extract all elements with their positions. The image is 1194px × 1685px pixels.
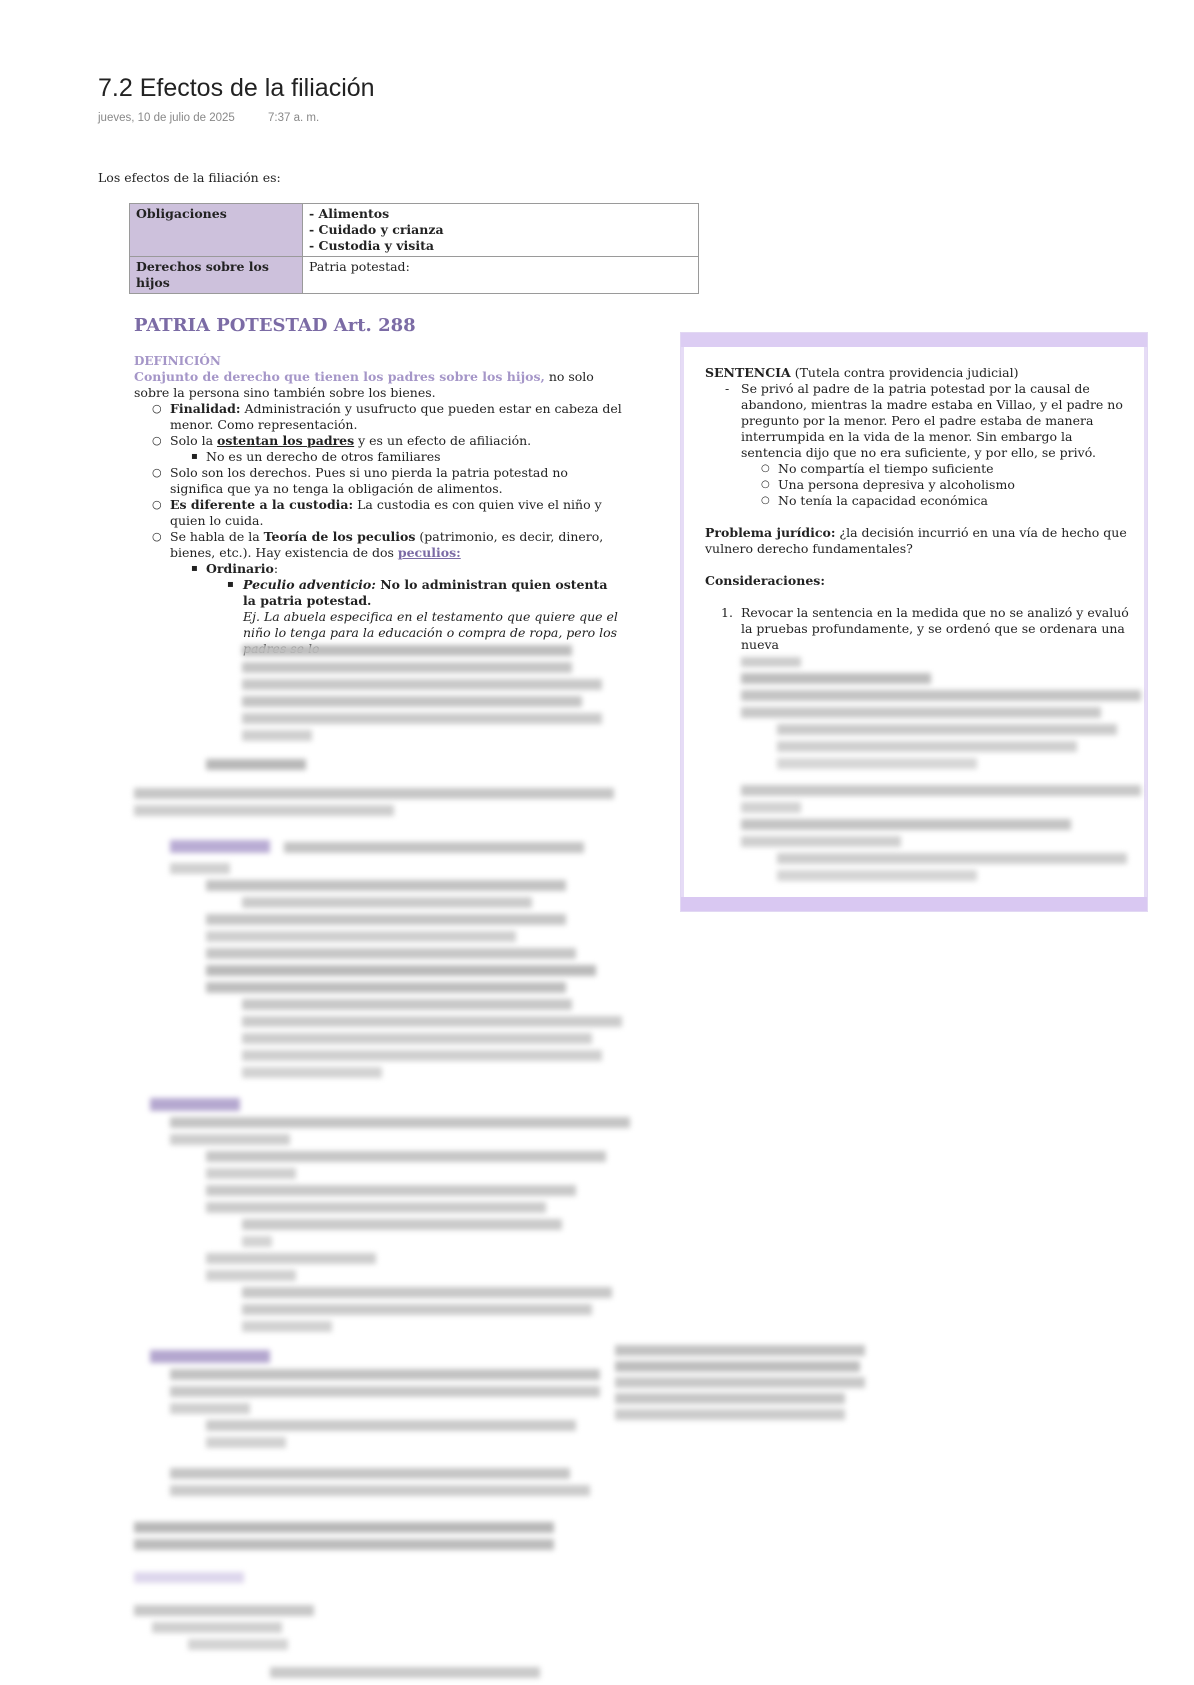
table-list-item: - Alimentos — [309, 206, 390, 221]
list-item-text: Se privó al padre de la patria potestad por la causal de abandono, mientras la madre estaba en Villao, y el padre no pregunto por la menor. Pero el padre estaba de manera interrumpida en la vida de la menor. Sin embargo la sentencia dijo que no era suficiente, y por ello, se privó. — [741, 381, 1123, 460]
card-top-bar — [681, 333, 1147, 347]
list-item-text: Se habla de la — [170, 529, 264, 544]
page-date: jueves, 10 de julio de 2025 — [98, 112, 235, 124]
list-item-text: y es un efecto de afiliación. — [354, 433, 532, 448]
square-bullet-icon: ▪ — [191, 563, 198, 574]
list-item-text: : — [273, 561, 279, 576]
bullet-icon: ○ — [761, 495, 770, 506]
dash-icon: - — [725, 381, 730, 396]
list-item-text: La custodia es con quien vive el niño y quien lo cuida. — [170, 497, 602, 528]
example-text: Ej. La abuela especifica en el testamento que quiere que el niño lo tenga para la educación o compra de ropa, pero los — [243, 609, 618, 640]
sentencia-card — [680, 332, 1148, 912]
blurred-content — [705, 657, 1135, 881]
blurred-content — [134, 645, 634, 1650]
list-item-text: Revocar la sentencia en la medida que no se analizó y evaluó la pruebas profundamente, y se ordenó que se ordenara una nueva — [741, 605, 1129, 652]
definition-text: no solo sobre la persona sino también sobre los bienes. — [134, 369, 594, 400]
list-item-label: Finalidad: — [170, 401, 241, 416]
underlined-term: ostentan los padres — [217, 433, 355, 448]
list-item-text: Una persona depresiva y alcoholismo — [778, 477, 1015, 492]
consideraciones-label: Consideraciones: — [705, 573, 825, 588]
table-list-item: - Custodia y visita — [309, 238, 434, 253]
page-title: 7.2 Efectos de la filiación — [98, 74, 375, 102]
bullet-icon: ○ — [152, 466, 162, 479]
list-item-label: Peculio adventicio: — [243, 577, 376, 592]
bullet-icon: ○ — [761, 479, 770, 490]
list-number: 1. — [721, 605, 733, 620]
blurred-footer — [270, 1667, 540, 1678]
list-item — [134, 401, 624, 433]
bullet-icon: ○ — [152, 498, 162, 511]
list-item — [705, 493, 1135, 509]
list-item-label: Es diferente a la custodia: — [170, 497, 354, 512]
definition-content — [134, 369, 624, 657]
list-item — [705, 477, 1135, 493]
bullet-list — [134, 401, 624, 657]
list-item — [134, 529, 624, 561]
table-cell-value — [303, 204, 699, 257]
square-bullet-icon: ▪ — [227, 579, 234, 590]
list-item — [134, 465, 624, 497]
list-item — [134, 449, 624, 465]
sentencia-heading — [705, 365, 1135, 381]
definition-paragraph — [134, 369, 624, 401]
list-item-text: No lo administran quien ostenta la patria potestad. — [243, 577, 608, 608]
bullet-icon: ○ — [152, 434, 162, 447]
list-item-text: Administración y usufructo que pueden estar en cabeza del menor. Como representación. — [170, 401, 622, 432]
list-item — [705, 461, 1135, 477]
page-timestamp — [98, 110, 319, 126]
list-item-text: No tenía la capacidad económica — [778, 493, 988, 508]
list-item-text: Solo son los derechos. Pues si uno pierda la patria potestad no significa que ya no tenga la obligación de alimentos. — [170, 465, 568, 496]
square-bullet-icon: ▪ — [191, 451, 198, 462]
list-item-text: (patrimonio, es decir, dinero, bienes, etc.). Hay existencia de dos — [170, 529, 604, 560]
table-cell-label: Obligaciones — [130, 204, 303, 257]
problema-label: Problema jurídico: — [705, 525, 836, 540]
card-bottom-bar — [681, 897, 1147, 911]
sentencia-label: SENTENCIA — [705, 365, 791, 380]
bullet-icon: ○ — [152, 402, 162, 415]
section-heading: PATRIA POTESTAD Art. 288 — [134, 315, 416, 336]
list-item — [134, 561, 624, 577]
bullet-icon: ○ — [761, 463, 770, 474]
bullet-icon: ○ — [152, 530, 162, 543]
list-item-label: Teoría de los peculios — [263, 529, 416, 544]
card-border — [1144, 347, 1147, 897]
problema-text: ¿la decisión incurrió en una vía de hecho que vulnero derecho fundamentales? — [705, 525, 1127, 556]
list-item-label: Ordinario — [206, 561, 274, 576]
intro-text: Los efectos de la filiación es: — [98, 170, 281, 185]
effects-table — [129, 203, 699, 294]
table-list-item: - Cuidado y crianza — [309, 222, 444, 237]
list-item — [134, 433, 624, 449]
list-item-text: Solo la — [170, 433, 218, 448]
blurred-side-note — [615, 1345, 865, 1420]
table-row — [130, 257, 699, 294]
card-border — [681, 347, 684, 897]
peculios-link[interactable]: peculios: — [397, 545, 461, 560]
list-item — [134, 577, 624, 609]
consideraciones-heading — [705, 573, 1135, 589]
page-time: 7:37 a. m. — [268, 112, 320, 124]
sentencia-note: (Tutela contra providencia judicial) — [790, 365, 1019, 380]
list-item-text: No es un derecho de otros familiares — [206, 449, 441, 464]
definition-label: DEFINICIÓN — [134, 354, 221, 368]
problema-paragraph — [705, 525, 1135, 557]
list-item — [705, 605, 1135, 653]
card-body — [705, 365, 1135, 881]
list-item — [134, 497, 624, 529]
table-cell-label: Derechos sobre los hijos — [130, 257, 303, 294]
table-row — [130, 204, 699, 257]
list-item — [705, 381, 1135, 461]
table-cell-value: Patria potestad: — [303, 257, 699, 294]
definition-highlight: Conjunto de derecho que tienen los padres sobre los hijos, — [134, 369, 545, 384]
list-item-text: No compartía el tiempo suficiente — [778, 461, 994, 476]
